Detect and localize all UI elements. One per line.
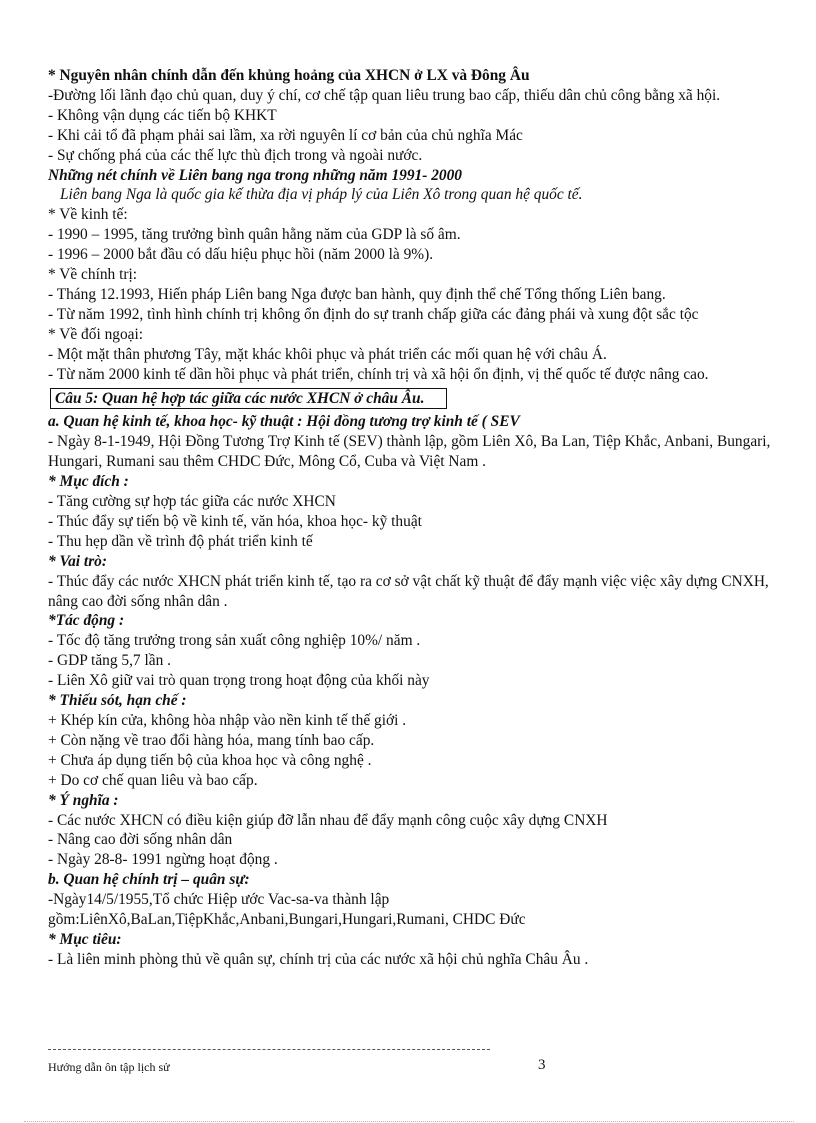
text-line: * Về chính trị: [48, 266, 138, 284]
text-line: -Đường lối lãnh đạo chủ quan, duy ý chí, cơ chế tập quan liêu trung bao cấp, thiếu dân chủ công bằng xã hội. [48, 86, 721, 104]
text-line: - Từ năm 1992, tình hình chính trị không ổn định do sự tranh chấp giữa các đảng phái và xung đột sắc tộc [48, 305, 699, 323]
text-line: - Thúc đẩy sự tiến bộ về kinh tế, văn hóa, khoa học- kỹ thuật [48, 512, 422, 530]
text-line: * Nguyên nhân chính dẫn đến khủng hoảng của XHCN ở LX và Đông Âu [48, 67, 530, 84]
text-line: - Ngày 28-8- 1991 ngừng hoạt động . [48, 851, 278, 869]
text-line: - 1990 – 1995, tăng trưởng bình quân hằng năm của GDP là số âm. [48, 226, 461, 244]
text-line: - Liên Xô giữ vai trò quan trọng trong hoạt động của khối này [48, 672, 430, 690]
text-line: + Khép kín cửa, không hòa nhập vào nền kinh tế thế giới . [48, 712, 407, 729]
text-line: Liên bang Nga là quốc gia kế thừa địa vị pháp lý của Liên Xô trong quan hệ quốc tế. [60, 186, 583, 204]
text-line: - Tháng 12.1993, Hiến pháp Liên bang Nga được ban hành, quy định thể chế Tổng thống Liên bang. [48, 285, 666, 303]
text-line: - Từ năm 2000 kinh tế dần hồi phục và phát triển, chính trị và xã hội ổn định, vị thế quốc tế được nâng cao. [48, 365, 709, 383]
text-line: - Là liên minh phòng thủ về quân sự, chính trị của các nước xã hội chủ nghĩa Châu Âu . [48, 950, 589, 968]
text-line: + Chưa áp dụng tiến bộ của khoa học và công nghệ . [48, 751, 372, 769]
text-line: - GDP tăng 5,7 lần . [48, 652, 171, 670]
page-number: 3 [538, 1057, 546, 1073]
section-heading-box [48, 385, 772, 413]
text-line: b. Quan hệ chính trị – quân sự: [48, 871, 250, 889]
text-line: Những nét chính về Liên bang nga trong những năm 1991- 2000 [48, 166, 462, 184]
text-line: - Ngày 8-1-1949, Hội Đồng Tương Trợ Kinh tế (SEV) thành lập, gồm Liên Xô, Ba Lan, Tiệp Khắc, Anbani, Bungari, Hungari, Rumani sau thêm CHDC Đức, Mông Cổ, Cuba và Việt Nam . [48, 433, 771, 471]
text-line: + Do cơ chế quan liêu và bao cấp. [48, 771, 258, 789]
text-line: + Còn nặng về trao đổi hàng hóa, mang tính bao cấp. [48, 731, 375, 749]
text-line: gồm:LiênXô,BaLan,TiệpKhắc,Anbani,Bungari,Hungari,Rumani, CHDC Đức [48, 911, 526, 929]
text-line: - Thu hẹp dần về trình độ phát triển kinh tế [48, 532, 313, 550]
text-line: * Mục đích : [48, 473, 129, 491]
text-line: - Khi cải tổ đã phạm phải sai lầm, xa rời nguyên lí cơ bản của chủ nghĩa Mác [48, 126, 523, 144]
text-line: a. Quan hệ kinh tế, khoa học- kỹ thuật : Hội đồng tương trợ kinh tế ( SEV [48, 413, 520, 431]
boxed-heading: Câu 5: Quan hệ hợp tác giữa các nước XHCN ở châu Âu. [50, 388, 447, 410]
document-body [48, 66, 772, 970]
text-line: - Tốc độ tăng trưởng trong sản xuất công nghiệp 10%/ năm . [48, 632, 421, 650]
text-line: - Các nước XHCN có điều kiện giúp đỡ lẫn nhau để đẩy mạnh công cuộc xây dựng CNXH [48, 811, 608, 829]
text-line: - Tăng cường sự hợp tác giữa các nước XHCN [48, 493, 336, 511]
text-line: - Một mặt thân phương Tây, mặt khác khôi phục và phát triển các mối quan hệ với châu Á. [48, 345, 607, 363]
page-bottom-edge [24, 1121, 794, 1122]
text-line: * Về kinh tế: [48, 206, 128, 224]
text-line: * Mục tiêu: [48, 930, 122, 948]
text-line: - Nâng cao đời sống nhân dân [48, 831, 233, 849]
text-line: - Thúc đẩy các nước XHCN phát triển kinh tế, tạo ra cơ sở vật chất kỹ thuật để đẩy mạnh việc việc xây dựng CNXH, nâng cao đời sống nhân dân . [48, 572, 769, 610]
text-line: * Về đối ngoại: [48, 325, 144, 343]
text-line: *Tác động : [48, 612, 125, 630]
text-line: - Sự chống phá của các thế lực thù địch trong và ngoài nước. [48, 146, 423, 164]
footer-title: Hướng dẫn ôn tập lịch sử [48, 1060, 170, 1074]
text-line: -Ngày14/5/1955,Tổ chức Hiệp ước Vac-sa-va thành lập [48, 891, 390, 909]
text-line: * Ý nghĩa : [48, 791, 119, 809]
text-line: * Thiếu sót, hạn chế : [48, 692, 187, 710]
text-line: * Vai trò: [48, 552, 108, 570]
text-line: - Không vận dụng các tiến bộ KHKT [48, 106, 277, 124]
footer-divider [48, 1049, 490, 1050]
text-line: - 1996 – 2000 bắt đầu có dấu hiệu phục hồi (năm 2000 là 9%). [48, 246, 434, 264]
